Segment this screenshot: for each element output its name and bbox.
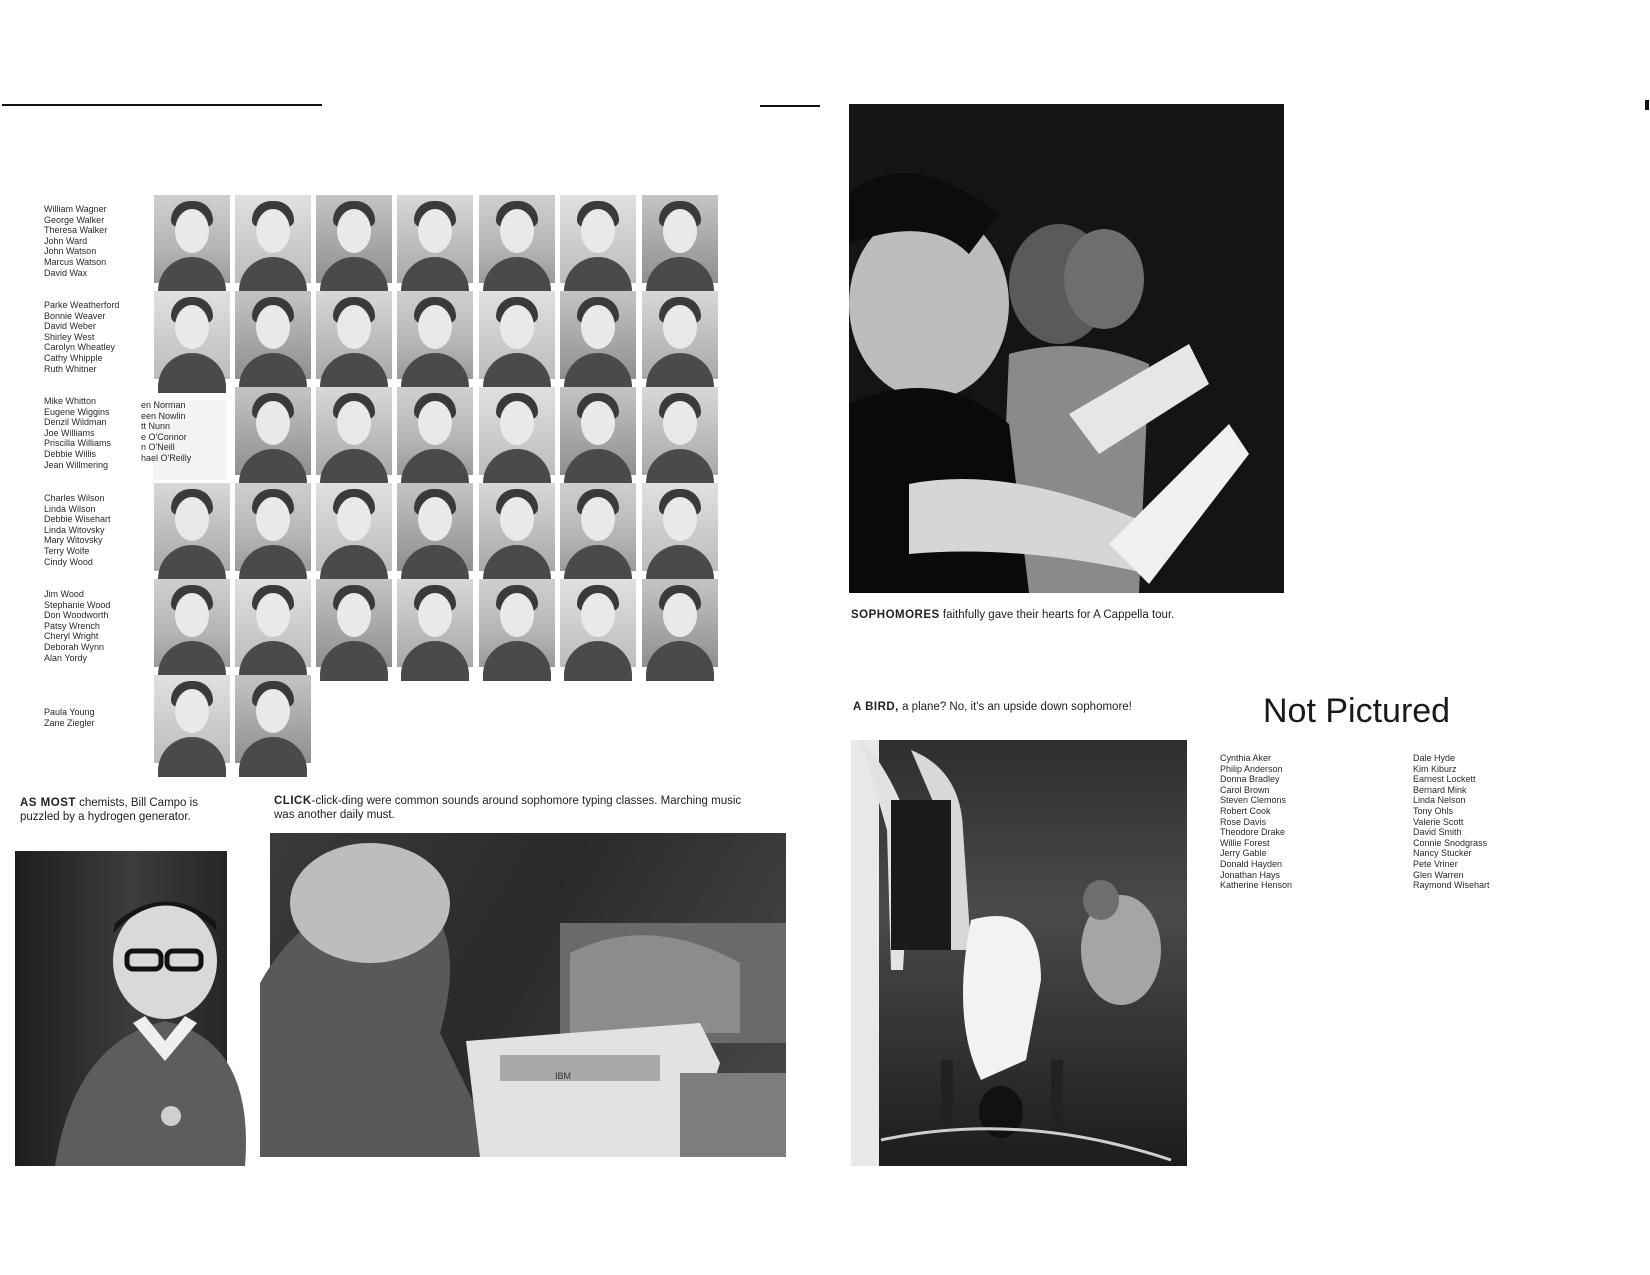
not-pictured-name: David Smith	[1413, 827, 1462, 838]
inset-name: e O'Connor	[141, 431, 187, 442]
photo-typing	[270, 833, 786, 1157]
student-name: John Ward	[44, 235, 88, 246]
student-portrait	[235, 195, 311, 283]
not-pictured-name: Willie Forest	[1220, 837, 1270, 848]
partial-name-inset	[141, 400, 227, 480]
portrait-face	[175, 593, 209, 637]
portrait-face	[500, 401, 534, 445]
student-portrait	[560, 195, 636, 283]
inset-name: tt Nunn	[141, 421, 171, 432]
not-pictured-name: Theodore Drake	[1220, 827, 1286, 838]
portrait-row-names	[44, 300, 119, 374]
portrait-face	[256, 593, 290, 637]
student-portrait	[397, 291, 473, 379]
portrait-face	[337, 401, 371, 445]
student-name: Debbie Willis	[44, 448, 97, 459]
portrait-face	[256, 305, 290, 349]
portrait-face	[337, 209, 371, 253]
student-portrait	[154, 579, 230, 667]
caption-bird-text: a plane? No, it's an upside down sophomore!	[898, 701, 1132, 713]
portrait-body	[646, 641, 714, 681]
not-pictured-name: Robert Cook	[1220, 805, 1271, 816]
not-pictured-name: Glen Warren	[1413, 869, 1464, 880]
portrait-body	[239, 737, 307, 777]
student-portrait	[642, 483, 718, 571]
portrait-face	[418, 497, 452, 541]
not-pictured-name: Raymond Wisehart	[1413, 880, 1490, 891]
student-portrait	[397, 579, 473, 667]
student-name: Priscilla Williams	[44, 438, 111, 449]
photo-handstand-illustration	[851, 740, 1187, 1166]
not-pictured-name: Katherine Henson	[1220, 880, 1293, 891]
student-portrait	[316, 579, 392, 667]
student-name: Paula Young	[44, 707, 95, 717]
portrait-face	[418, 401, 452, 445]
portrait-body	[158, 353, 226, 393]
top-rule-center	[760, 105, 820, 107]
student-name: Charles Wilson	[44, 493, 105, 503]
student-name: Jim Wood	[44, 589, 84, 599]
student-name: Alan Yordy	[44, 652, 88, 663]
portrait-face	[256, 401, 290, 445]
portrait-face	[500, 305, 534, 349]
portrait-row-names	[44, 589, 110, 663]
portrait-body	[401, 641, 469, 681]
portrait-body	[483, 641, 551, 681]
portrait-face	[175, 497, 209, 541]
student-portrait	[235, 291, 311, 379]
student-portrait	[154, 675, 230, 763]
student-name: Zane Ziegler	[44, 717, 95, 728]
portrait-row-names	[44, 396, 111, 470]
portrait-face	[256, 209, 290, 253]
portrait-face	[663, 209, 697, 253]
student-portrait	[642, 579, 718, 667]
not-pictured-name: Linda Nelson	[1413, 795, 1466, 806]
not-pictured-name: Kim Kiburz	[1413, 763, 1457, 774]
right-edge-mark	[1645, 100, 1649, 110]
caption-typing-text: -click-ding were common sounds around sophomore typing classes. Marching music was another daily must.	[274, 795, 742, 821]
student-name: Deborah Wynn	[44, 641, 104, 652]
not-pictured-name: Jerry Gable	[1220, 848, 1267, 859]
portrait-face	[663, 305, 697, 349]
student-name: Stephanie Wood	[44, 599, 111, 610]
student-name: Linda Witovsky	[44, 524, 105, 535]
portrait-face	[175, 209, 209, 253]
student-portrait	[642, 195, 718, 283]
student-portrait	[316, 387, 392, 475]
student-name: George Walker	[44, 214, 105, 225]
student-portrait	[560, 483, 636, 571]
student-portrait	[397, 387, 473, 475]
portrait-face	[500, 209, 534, 253]
photo-chemist-illustration	[15, 851, 227, 1166]
not-pictured-heading: Not Pictured	[1263, 692, 1451, 730]
portrait-face	[500, 497, 534, 541]
student-portrait	[642, 291, 718, 379]
student-portrait	[235, 579, 311, 667]
student-portrait	[316, 483, 392, 571]
inset-name: en Norman	[141, 400, 186, 410]
student-portrait	[479, 387, 555, 475]
student-portrait	[154, 291, 230, 379]
caption-typing-lead: CLICK	[274, 795, 312, 807]
student-portrait	[479, 291, 555, 379]
caption-bird-lead: A BIRD,	[853, 701, 899, 713]
student-name: Parke Weatherford	[44, 300, 120, 310]
portrait-face	[175, 689, 209, 733]
portrait-face	[337, 593, 371, 637]
not-pictured-column-2	[1413, 753, 1490, 891]
inset-name: n O'Neill	[141, 442, 175, 453]
student-portrait	[560, 291, 636, 379]
portrait-face	[418, 209, 452, 253]
student-name: Eugene Wiggins	[44, 406, 110, 417]
not-pictured-name: Tony Ohls	[1413, 805, 1454, 816]
student-name: Don Woodworth	[44, 610, 109, 621]
not-pictured-name: Donald Hayden	[1220, 858, 1283, 869]
not-pictured-name: Philip Anderson	[1220, 763, 1283, 774]
top-rule-left	[2, 104, 322, 106]
inset-name: hael O'Reilly	[141, 452, 192, 463]
portrait-face	[663, 593, 697, 637]
portrait-face	[256, 497, 290, 541]
student-portrait	[479, 483, 555, 571]
student-portrait	[316, 291, 392, 379]
student-name: John Watson	[44, 246, 97, 257]
caption-typing	[274, 794, 744, 822]
student-name: Mary Witovsky	[44, 535, 103, 546]
photo-chemist	[15, 851, 227, 1166]
student-portrait	[560, 579, 636, 667]
portrait-face	[418, 305, 452, 349]
student-name: Mike Whitton	[44, 396, 97, 406]
student-name: Jean Willmering	[44, 459, 109, 470]
portrait-row-names	[44, 493, 111, 567]
caption-chemist-lead: AS MOST	[20, 797, 76, 809]
not-pictured-name: Cynthia Aker	[1220, 753, 1272, 763]
student-name: William Wagner	[44, 204, 107, 214]
caption-choir-text: faithfully gave their hearts for A Cappella tour.	[939, 609, 1175, 621]
student-name: Debbie Wisehart	[44, 514, 111, 525]
student-name: David Wax	[44, 267, 88, 278]
not-pictured-name: Rose Davis	[1220, 816, 1267, 827]
student-name: Shirley West	[44, 331, 95, 342]
not-pictured-name: Connie Snodgrass	[1413, 837, 1488, 848]
portrait-face	[337, 497, 371, 541]
not-pictured-name: Nancy Stucker	[1413, 848, 1472, 859]
caption-choir	[851, 608, 1291, 622]
portrait-face	[581, 401, 615, 445]
portrait-body	[158, 737, 226, 777]
student-name: Cheryl Wright	[44, 631, 99, 642]
student-portrait	[479, 579, 555, 667]
caption-bird	[853, 700, 1193, 714]
not-pictured-name: Dale Hyde	[1413, 753, 1456, 763]
student-name: Linda Wilson	[44, 503, 96, 514]
student-name: Theresa Walker	[44, 225, 108, 236]
not-pictured-name: Valerie Scott	[1413, 816, 1464, 827]
student-name: Terry Wolfe	[44, 545, 90, 556]
portrait-face	[663, 497, 697, 541]
student-portrait	[235, 387, 311, 475]
portrait-face	[581, 305, 615, 349]
caption-chemist-text: chemists, Bill Campo is puzzled by a hydrogen generator.	[20, 797, 198, 823]
not-pictured-name: Carol Brown	[1220, 784, 1270, 795]
student-name: Denzil Wildman	[44, 417, 107, 428]
caption-choir-lead: SOPHOMORES	[851, 609, 940, 621]
student-portrait	[560, 387, 636, 475]
portrait-face	[581, 497, 615, 541]
not-pictured-name: Donna Bradley	[1220, 774, 1280, 785]
student-name: Carolyn Wheatley	[44, 342, 116, 353]
not-pictured-name: Earnest Lockett	[1413, 774, 1476, 785]
caption-chemist	[20, 796, 224, 824]
portrait-face	[581, 593, 615, 637]
photo-handstand	[851, 740, 1187, 1166]
not-pictured-name: Pete Vriner	[1413, 858, 1458, 869]
student-portrait	[316, 195, 392, 283]
student-name: Ruth Whitner	[44, 363, 97, 374]
student-portrait	[154, 195, 230, 283]
student-portrait	[642, 387, 718, 475]
student-portrait	[479, 195, 555, 283]
portrait-face	[256, 689, 290, 733]
portrait-face	[663, 401, 697, 445]
student-name: David Weber	[44, 321, 96, 332]
portrait-body	[564, 641, 632, 681]
portrait-row-names	[44, 204, 107, 278]
photo-choir	[849, 104, 1284, 593]
photo-typing-illustration	[270, 833, 786, 1157]
student-name: Cathy Whipple	[44, 352, 103, 363]
student-name: Patsy Wrench	[44, 620, 100, 631]
not-pictured-name: Bernard Mink	[1413, 784, 1467, 795]
not-pictured-name: Steven Clemons	[1220, 795, 1287, 806]
student-name: Bonnie Weaver	[44, 310, 106, 321]
portrait-face	[337, 305, 371, 349]
photo-choir-illustration	[849, 104, 1284, 593]
student-name: Joe Williams	[44, 427, 95, 438]
student-portrait	[397, 195, 473, 283]
student-name: Marcus Watson	[44, 256, 107, 267]
portrait-face	[500, 593, 534, 637]
student-name: Cindy Wood	[44, 556, 93, 567]
student-portrait	[397, 483, 473, 571]
portrait-face	[581, 209, 615, 253]
student-portrait	[235, 675, 311, 763]
svg-text:IBM: IBM	[555, 1071, 572, 1081]
portrait-row-names	[44, 707, 95, 728]
student-portrait	[154, 483, 230, 571]
not-pictured-column-1	[1220, 753, 1292, 891]
portrait-face	[418, 593, 452, 637]
not-pictured-name: Jonathan Hays	[1220, 869, 1281, 880]
student-portrait	[235, 483, 311, 571]
inset-name: een Nowlin	[141, 410, 186, 421]
portrait-body	[320, 641, 388, 681]
portrait-face	[175, 305, 209, 349]
